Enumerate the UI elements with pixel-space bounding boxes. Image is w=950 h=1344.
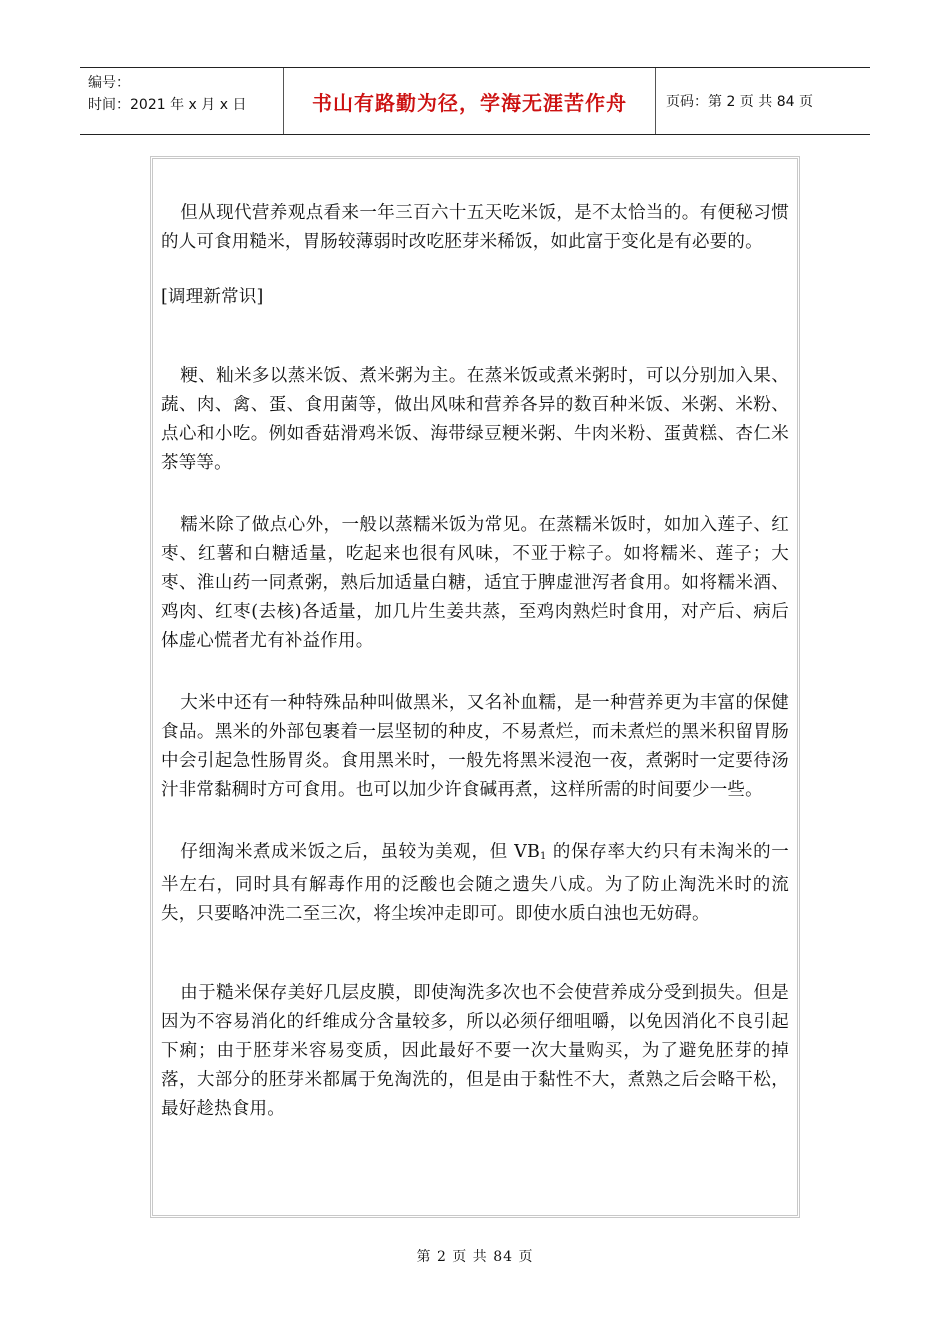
content-body [161, 199, 789, 1124]
paragraph-5-part-b: 的保存率大约只有未淘米的一半左右，同时具有解毒作用的泛酸也会随之遗失八成。为了防止淘洗米时的流失，只要略冲洗二至三次，将尘埃冲走即可。即使水质白浊也无妨碍。 [161, 842, 789, 924]
paragraph-5-part-a: 仔细淘米煮成米饭之后，虽较为美观，但 VB [180, 842, 541, 862]
header-meta-cell [80, 68, 284, 134]
code-label: 编号： [88, 75, 130, 91]
date-label: 时间：2021 年 x 月 x 日 [88, 97, 247, 113]
paragraph-6: 由于糙米保存美好几层皮膜，即使淘洗多次也不会使营养成分受到损失。但是因为不容易消化的纤维成分含量较多，所以必须仔细咀嚼，以免因消化不良引起下痢；由于胚芽米容易变质，因此最好不要一次大量购买，为了避免胚芽的掉落，大部分的胚芽米都属于免淘洗的，但是由于黏性不大，煮熟之后会略干松，最好趁热食用。 [161, 983, 789, 1119]
paragraph-1: 但从现代营养观点看来一年三百六十五天吃米饭，是不太恰当的。有便秘习惯的人可食用糙米，胃肠较薄弱时改吃胚芽米稀饭，如此富于变化是有必要的。 [161, 203, 789, 252]
paragraph-3: 糯米除了做点心外，一般以蒸糯米饭为常见。在蒸糯米饭时，如加入莲子、红枣、红薯和白糖适量，吃起来也很有风味，不亚于粽子。如将糯米、莲子；大枣、淮山药一同煮粥，熟后加适量白糖，适宜于脾虚泄泻者食用。如将糯米酒、鸡肉、红枣(去核)各适量，加几片生姜共蒸，至鸡肉熟烂时食用，对产后、病后体虚心慌者尤有补益作用。 [161, 515, 789, 651]
document-header [80, 67, 870, 135]
page-info: 页码：第 2 页 共 84 页 [666, 94, 813, 110]
motto-text: 书山有路勤为径，学海无涯苦作舟 [312, 90, 627, 115]
header-page-cell [656, 68, 870, 134]
page-footer: 第 2 页 共 84 页 [416, 1249, 534, 1265]
paragraph-5 [161, 838, 789, 929]
vb-subscript: 1 [540, 851, 547, 862]
paragraph-2: 粳、籼米多以蒸米饭、煮米粥为主。在蒸米饭或煮米粥时，可以分别加入果、蔬、肉、禽、蛋、食用菌等，做出风味和营养各异的数百种米饭、米粥、米粉、点心和小吃。例如香菇滑鸡米饭、海带绿豆粳米粥、牛肉米粉、蛋黄糕、杏仁米茶等等。 [161, 366, 789, 473]
header-motto-cell [284, 68, 656, 134]
paragraph-4: 大米中还有一种特殊品种叫做黑米，又名补血糯，是一种营养更为丰富的保健食品。黑米的外部包裹着一层坚韧的种皮，不易煮烂，而未煮烂的黑米积留胃肠中会引起急性肠胃炎。食用黑米时，一般先将黑米浸泡一夜，煮粥时一定要待汤汁非常黏稠时方可食用。也可以加少许食碱再煮，这样所需的时间要少一些。 [161, 693, 789, 800]
section-heading: [调理新常识] [161, 287, 264, 307]
content-frame [150, 156, 800, 1218]
